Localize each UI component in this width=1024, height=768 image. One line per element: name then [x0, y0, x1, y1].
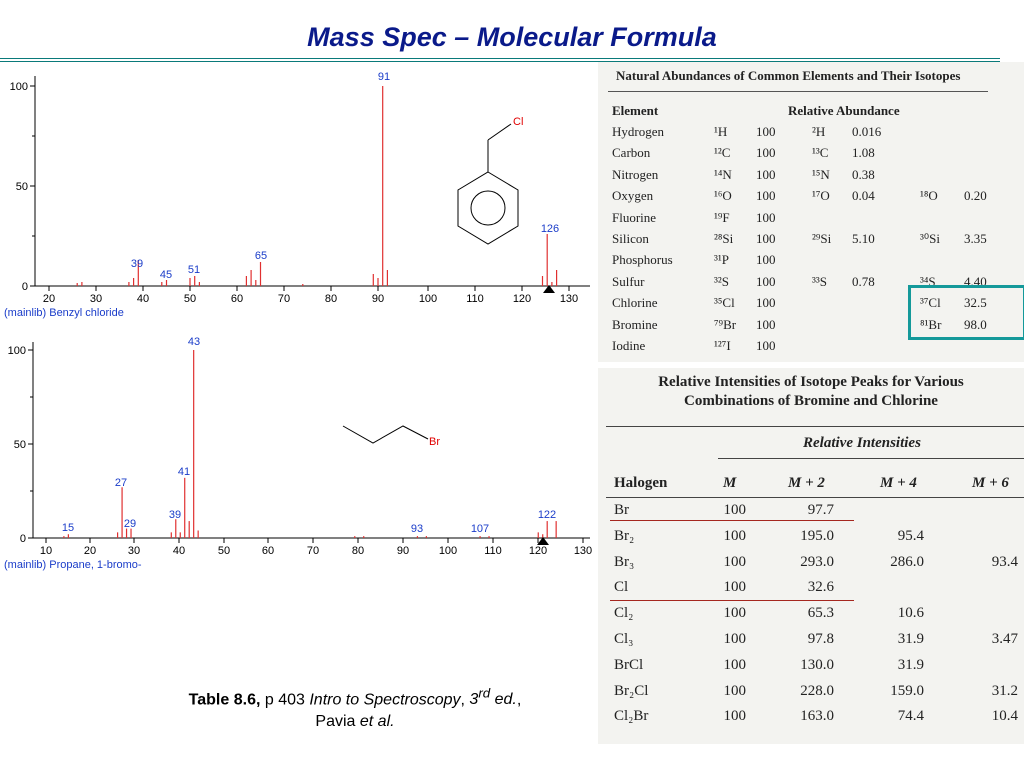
peak-label-41: 41	[177, 466, 191, 478]
peak-label-39: 39	[130, 258, 144, 270]
intensity-cell-m4: 95.4	[897, 527, 924, 544]
intensity-cell-m2: 65.3	[807, 605, 834, 622]
abundance-cell-element: Sulfur	[612, 273, 645, 289]
x-tick-label: 30	[89, 293, 103, 305]
citation-et-al: et al.	[359, 713, 395, 731]
intensity-cell-m: 100	[723, 527, 746, 544]
intensity-cell-m6: 10.4	[991, 708, 1018, 725]
intensity-cell-halogen: Cl₂Br	[614, 708, 649, 725]
abundance-cell-i1: ¹⁹F	[714, 209, 730, 225]
header-halogen: Halogen	[614, 475, 668, 491]
abundance-cell-a3: 98.0	[964, 316, 987, 332]
abundance-cell-a1: 100	[756, 209, 776, 225]
intensity-cell-m: 100	[723, 656, 746, 673]
citation-edition-superscript: rd	[478, 686, 491, 701]
intensity-cell-m: 100	[723, 553, 746, 570]
abundance-cell-a2: 1.08	[852, 145, 875, 161]
abundance-cell-a1: 100	[756, 252, 776, 268]
y-axis	[8, 342, 33, 545]
spectrum-benzyl-chloride	[0, 0, 598, 330]
x-tick-label: 20	[42, 293, 56, 305]
abundance-cell-a3: 32.5	[964, 295, 987, 311]
atom-label-cl: Cl	[513, 116, 524, 128]
benzyl-chloride-structure-icon	[458, 124, 518, 244]
intensity-cell-m: 100	[723, 631, 746, 647]
x-tick-label: 40	[136, 293, 150, 305]
abundance-cell-a2: 0.38	[852, 166, 875, 182]
x-tick-label: 20	[83, 545, 97, 557]
peak-label-29: 29	[123, 518, 137, 530]
intensity-table	[598, 368, 1024, 744]
intensity-cell-halogen: Cl₂	[614, 605, 634, 622]
abundance-cell-i1: ¹²⁷I	[714, 338, 731, 353]
citation-book: Intro to Spectroscopy	[309, 691, 461, 709]
intensity-cell-m6: 93.4	[991, 553, 1018, 570]
x-tick-label: 130	[559, 293, 579, 305]
intensity-cell-halogen: Br₃	[614, 553, 635, 570]
abundance-cell-element: Iodine	[612, 338, 646, 353]
underline-cl	[610, 600, 854, 601]
abundance-cell-i1: ¹⁶O	[714, 188, 732, 204]
abundance-cell-a1: 100	[756, 188, 776, 204]
abundance-cell-i3: ⁸¹Br	[920, 316, 942, 332]
divider	[718, 458, 1024, 459]
y-tick-label: 50	[13, 439, 26, 451]
x-tick-label: 90	[396, 545, 410, 557]
citation-edition: ed.	[490, 691, 517, 709]
group-header-relative-intensities: Relative Intensities	[803, 435, 921, 451]
abundance-cell-element: Silicon	[612, 231, 649, 246]
abundance-cell-element: Fluorine	[612, 209, 657, 225]
abundance-cell-a1: 100	[756, 273, 776, 289]
x-tick-label: 80	[324, 293, 338, 305]
divider	[606, 497, 1024, 498]
intensity-cell-halogen: Br₂	[614, 527, 635, 544]
abundance-cell-i1: ¹²C	[714, 145, 731, 161]
x-tick-label: 30	[127, 545, 141, 557]
peak-label-107: 107	[470, 523, 490, 535]
abundance-cell-a3: 0.20	[964, 188, 987, 204]
abundance-cell-i2: ¹⁷O	[812, 188, 830, 204]
citation-author: Pavia	[315, 713, 360, 731]
intensity-cell-m4: 10.6	[897, 605, 924, 622]
intensity-cell-m: 100	[723, 605, 746, 622]
peak-label-45: 45	[159, 269, 173, 281]
bromopropane-structure-icon	[343, 426, 428, 443]
y-tick-label: 0	[21, 281, 28, 293]
intensity-cell-m4: 74.4	[897, 708, 924, 725]
peak-bars	[77, 86, 556, 286]
abundance-cell-i2: ³³S	[812, 273, 828, 289]
intensity-table-title-line1: Relative Intensities of Isotope Peaks for Various	[658, 374, 964, 390]
intensity-cell-m6: 3.47	[991, 631, 1018, 647]
intensity-cell-m: 100	[723, 708, 746, 725]
abundance-cell-i2: ¹³C	[812, 145, 829, 161]
citation-page: p 403	[260, 691, 310, 709]
header-m: M	[723, 475, 737, 491]
peak-label-39: 39	[168, 509, 182, 521]
intensity-cell-m2: 97.8	[807, 631, 834, 647]
x-tick-label: 50	[183, 293, 197, 305]
intensity-cell-m2: 130.0	[800, 656, 834, 673]
y-axis	[10, 76, 35, 293]
abundance-cell-element: Carbon	[612, 145, 651, 161]
abundance-cell-i1: ³¹P	[714, 252, 730, 268]
spectrum-caption: (mainlib) Benzyl chloride	[4, 307, 124, 319]
peak-bars	[61, 350, 556, 538]
intensity-cell-m: 100	[723, 682, 746, 699]
citation-table-ref: Table 8.6,	[188, 691, 261, 709]
x-tick-label: 70	[306, 545, 320, 557]
abundance-cell-i2: ¹⁵N	[812, 166, 830, 182]
x-axis-ticks	[43, 286, 578, 305]
peak-label-93: 93	[410, 523, 424, 535]
abundance-cell-i3: ³⁷Cl	[920, 295, 941, 311]
y-tick-label: 100	[9, 81, 28, 93]
abundance-cell-a2: 0.016	[852, 124, 882, 139]
abundance-cell-element: Hydrogen	[612, 124, 664, 139]
intensity-cell-m4: 159.0	[890, 682, 924, 699]
divider	[606, 426, 1024, 427]
citation	[120, 683, 590, 733]
y-tick-label: 50	[15, 181, 28, 193]
abundance-cell-i1: ³⁵Cl	[714, 295, 735, 311]
intensity-cell-halogen: BrCl	[614, 656, 644, 673]
abundance-cell-a2: 0.04	[852, 188, 875, 204]
x-tick-label: 120	[528, 545, 548, 557]
abundance-cell-i1: ⁷⁹Br	[714, 316, 737, 332]
divider	[608, 91, 988, 92]
peak-label-65: 65	[254, 250, 268, 262]
abundance-cell-a3: 3.35	[964, 231, 987, 246]
intensity-cell-m: 100	[723, 579, 746, 596]
x-tick-label: 50	[217, 545, 231, 557]
abundance-cell-element: Bromine	[612, 316, 658, 332]
intensity-cell-m2: 228.0	[800, 682, 834, 699]
intensity-cell-halogen: Br₂Cl	[614, 682, 649, 699]
intensity-table-title-line2: Combinations of Bromine and Chlorine	[684, 393, 938, 409]
x-tick-label: 110	[484, 545, 502, 557]
abundance-cell-element: Phosphorus	[612, 252, 673, 268]
peak-label-122: 122	[537, 509, 557, 521]
header-m2: M + 2	[788, 475, 825, 491]
peak-label-15: 15	[61, 522, 75, 534]
abundance-cell-element: Chlorine	[612, 295, 658, 311]
citation-edition-number: 3	[469, 691, 479, 709]
header-m4: M + 4	[880, 475, 917, 491]
intensity-cell-m2: 293.0	[800, 553, 834, 570]
abundance-cell-a2: 5.10	[852, 231, 875, 246]
x-axis-ticks	[40, 538, 592, 557]
abundance-cell-a1: 100	[756, 338, 776, 353]
x-tick-label: 90	[371, 293, 385, 305]
x-tick-label: 110	[466, 293, 484, 305]
peak-label-27: 27	[114, 477, 128, 489]
x-tick-label: 40	[172, 545, 186, 557]
x-tick-label: 60	[261, 545, 275, 557]
intensity-cell-m4: 286.0	[890, 553, 924, 570]
abundance-cell-i3: ¹⁸O	[920, 188, 938, 204]
peak-label-51: 51	[187, 264, 201, 276]
abundance-cell-a1: 100	[756, 231, 776, 246]
abundance-cell-element: Oxygen	[612, 188, 654, 204]
abundance-cell-i1: ²⁸Si	[714, 231, 734, 246]
atom-label-br: Br	[429, 436, 440, 448]
abundance-cell-i2: ²⁹Si	[812, 231, 832, 246]
x-tick-label: 100	[438, 545, 458, 557]
spectrum-caption: (mainlib) Propane, 1-bromo-	[4, 559, 142, 571]
abundance-cell-a1: 100	[756, 145, 776, 161]
abundance-table-title: Natural Abundances of Common Elements and Their Isotopes	[616, 68, 961, 83]
abundance-cell-i1: ¹H	[714, 124, 728, 139]
abundance-cell-i3: ³⁴S	[920, 273, 936, 289]
abundance-cell-i3: ³⁰Si	[920, 231, 940, 246]
y-tick-label: 0	[19, 533, 26, 545]
intensity-cell-m2: 32.6	[807, 579, 834, 596]
intensity-cell-m2: 195.0	[800, 527, 834, 544]
abundance-cell-element: Nitrogen	[612, 166, 659, 182]
spectrum-1-bromopropane	[0, 330, 598, 580]
intensity-cell-halogen: Cl	[614, 579, 629, 596]
halogen-highlight-box	[908, 285, 1024, 340]
intensity-cell-m: 100	[723, 502, 746, 518]
x-tick-label: 100	[418, 293, 438, 305]
abundance-cell-i1: ³²S	[714, 273, 730, 289]
abundance-cell-a1: 100	[756, 295, 776, 311]
x-tick-label: 80	[351, 545, 365, 557]
slide-title: Mass Spec – Molecular Formula	[307, 22, 717, 52]
abundance-cell-i1: ¹⁴N	[714, 166, 732, 182]
intensity-cell-m6: 31.2	[991, 682, 1018, 699]
peak-label-126: 126	[540, 223, 560, 235]
intensity-cell-m2: 97.7	[807, 502, 834, 518]
header-element: Element	[612, 103, 659, 118]
abundance-cell-a3: 4.40	[964, 273, 987, 289]
abundance-cell-a1: 100	[756, 124, 776, 139]
x-tick-label: 10	[39, 545, 53, 557]
abundance-cell-a1: 100	[756, 166, 776, 182]
intensity-cell-halogen: Br	[614, 502, 629, 518]
abundance-cell-a2: 0.78	[852, 273, 875, 289]
x-tick-label: 60	[230, 293, 244, 305]
intensity-cell-m2: 163.0	[800, 708, 834, 725]
peak-label-91: 91	[377, 71, 391, 83]
citation-trailing-comma: ,	[516, 691, 522, 709]
header-m6: M + 6	[972, 475, 1009, 491]
peak-label-43: 43	[187, 336, 201, 348]
x-tick-label: 130	[573, 545, 593, 557]
abundance-table	[598, 62, 1024, 362]
citation-comma: ,	[460, 691, 470, 709]
intensity-cell-m4: 31.9	[897, 631, 924, 647]
underline-br	[610, 520, 854, 521]
x-tick-label: 120	[512, 293, 532, 305]
y-tick-label: 100	[7, 345, 26, 357]
intensity-cell-m4: 31.9	[897, 656, 924, 673]
x-tick-label: 70	[277, 293, 291, 305]
header-relative-abundance: Relative Abundance	[788, 103, 900, 118]
abundance-cell-i2: ²H	[812, 124, 826, 139]
abundance-cell-a1: 100	[756, 316, 776, 332]
intensity-cell-halogen: Cl₃	[614, 631, 634, 647]
